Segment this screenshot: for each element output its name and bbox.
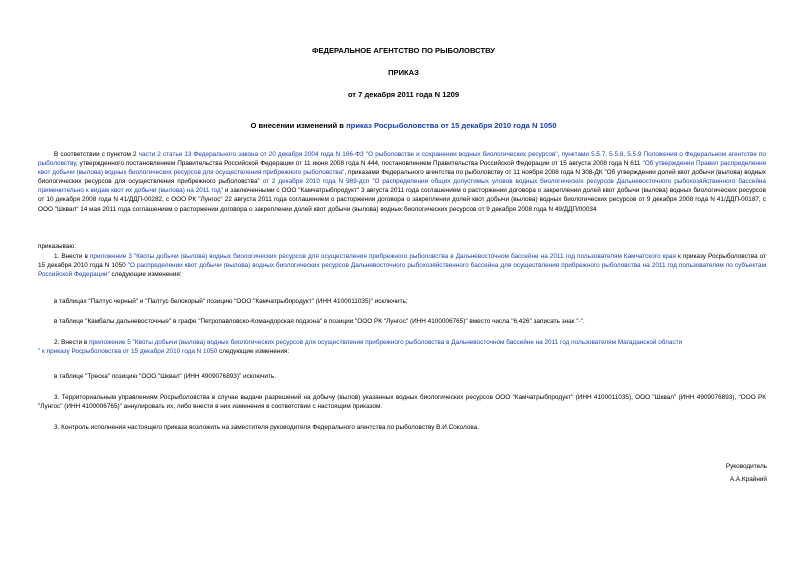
document-type: ПРИКАЗ (388, 68, 419, 77)
preamble-text-5: и заключенными с ООО "Камчатрыбпродукт" 3 августа 2011 года соглашением о расторжении договора о закреплении долей квот добычи (вылова) водных биологических ресурсов от 10 декабря 2008 года N 41/ДДП-00282, с ООО РК "Лунгос" 22 августа 2011 года соглашением о расторжении договора о закреплении долей квот добычи (вылова) водных биологических ресурсов от 9 декабря 2008 года N 41/ДДП-00187, с ООО "Шквал" 14 мая 2011 года соглашением о расторжении договора о закреплении долей квот добычи (вылова) водных биологических ресурсов от 9 декабря 2008 года N 49/ДДП/00034 (38, 187, 766, 213)
appendix-5-link[interactable]: приложение 5 "Квоты добычи (вылова) водных биологических ресурсов для осуществления прибрежного рыболовства в Дальневосточном бассейне на 2011 год пользователям Магаданской области (89, 339, 683, 346)
signature-name: А.А.Крайний (729, 476, 767, 483)
title-link[interactable]: приказ Росрыболовства от 15 декабря 2010 года N 1050 (346, 121, 557, 130)
order-1050-link[interactable]: "О распределении квот добычи (вылова) водных биологических ресурсов Дальневосточного рыбохозяйственного бассейна для осуществления прибрежного рыболовства на 2011 год пользователям по субъектам Российской Федерации" (38, 262, 767, 279)
appendix-3-link[interactable]: приложение 3 "Квоты добычи (вылова) водных биологических ресурсов для осуществления прибрежного рыболовства в Дальневосточном бассейне на 2011 год пользователям Камчатского края (89, 253, 676, 260)
preamble-text-2: , (557, 151, 562, 158)
item-2-text-1: 2. Внести в (54, 339, 90, 346)
item-1-a-text: в таблицах "Палтус черный" и "Палтус белокорый" позицию "ООО "Камчатрыбпродукт" (ИНН 4100011035)" исключить; (54, 298, 408, 305)
item-1-b-text: в таблице "Камбалы дальневосточные" в графе "Петропавловско-Командорская подзона" в позиции "ООО РК "Лунгос" (ИНН 4100006765)" вместо числа "6,426" записать знак "-". (54, 318, 585, 325)
preamble-text-3: , утвержденного постановлением Правительства Российской Федерации от 11 июня 2008 года N 444, постановлением Правительства Российской Федерации от 15 августа 2008 года N 611 (75, 160, 643, 168)
item-2 (38, 338, 766, 356)
item-2-a (38, 372, 766, 381)
order-1050-link-2[interactable]: " к приказу Росрыболовства от 15 декабря 2010 года N 1050 (38, 348, 218, 356)
title-prefix: О внесении изменений в (250, 121, 347, 130)
law-link[interactable]: части 2 статьи 13 Федерального закона от 20 декабря 2004 года N 166-ФЗ "О рыболовстве и сохранении водных биологических ресурсов" (138, 151, 558, 158)
preamble-paragraph (38, 150, 766, 214)
order-word: приказываю: (38, 243, 76, 250)
regulation-link[interactable]: пунктами 5.5.7, 5.5.8, 5.5.9 Положения о Федеральном агентстве по рыболовству (38, 151, 766, 168)
item-3-text: 3. Территориальным управлениям Росрыболовства в случае выдачи разрешений на добычу (вылов) указанных водных биологических ресурсов ООО "Камчатрыбпродукт" (ИНН 4100011035), ООО "Шквал" (ИНН 4909076893), "ООО РК "Лунгос" (ИНН 4100006765)" аннулировать их, либо внести в них изменения в соответствии с настоящим приказом. (38, 394, 766, 411)
item-4-text: 3. Контроль исполнения настоящего приказа возложить на заместителя руководителя Федерального агентства по рыболовству В.И.Соколова. (54, 424, 480, 431)
distribution-order-link[interactable]: от 2 декабря 2010 года N 989-дсп "О распределении общих допустимых уловов водных биологических ресурсов Дальневосточного рыбохозяйственного бассейна применительно к видам квот их добычи (вылова) на 2011 год" (38, 178, 766, 195)
item-1-paragraph (38, 252, 766, 279)
item-1-text-2: к приказу Росрыболовства от 15 декабря 2010 года N 1050 (38, 253, 766, 270)
item-3 (38, 393, 766, 411)
document-date-number: от 7 декабря 2011 года N 1209 (347, 90, 460, 99)
preamble-text-4: , приказами Федерального агентства по рыболовству от 11 ноября 2008 года N 308-ДК "Об утверждении долей квот добычи (вылова) водных биологических ресурсов для осуществления прибрежного рыболовства" (38, 169, 766, 186)
item-2-text-2: следующие изменения: (217, 348, 290, 356)
item-2-a-text: в таблице "Треска" позицию "ООО "Шквал" (ИНН 4909076893)" исключить. (54, 373, 276, 380)
item-1 (38, 252, 766, 279)
item-1-b (38, 317, 766, 326)
item-4 (38, 423, 766, 432)
item-1-a (38, 297, 766, 306)
preamble (38, 150, 766, 214)
item-2-paragraph (38, 338, 766, 356)
preamble-text-1: В соответствии с пунктом 2 (54, 151, 139, 158)
rules-link[interactable]: "Об утверждении Правил распределения квот добычи (вылова) водных биологических ресурсов для осуществления прибрежного рыболовства" (38, 160, 766, 177)
document-title (0, 121, 807, 132)
item-1-text-3: следующие изменения: (109, 271, 182, 279)
agency-heading: ФЕДЕРАЛЬНОЕ АГЕНТСТВО ПО РЫБОЛОВСТВУ (312, 46, 495, 55)
signature-role: Руководитель (725, 463, 767, 470)
item-1-text-1: 1. Внести в (54, 253, 90, 260)
